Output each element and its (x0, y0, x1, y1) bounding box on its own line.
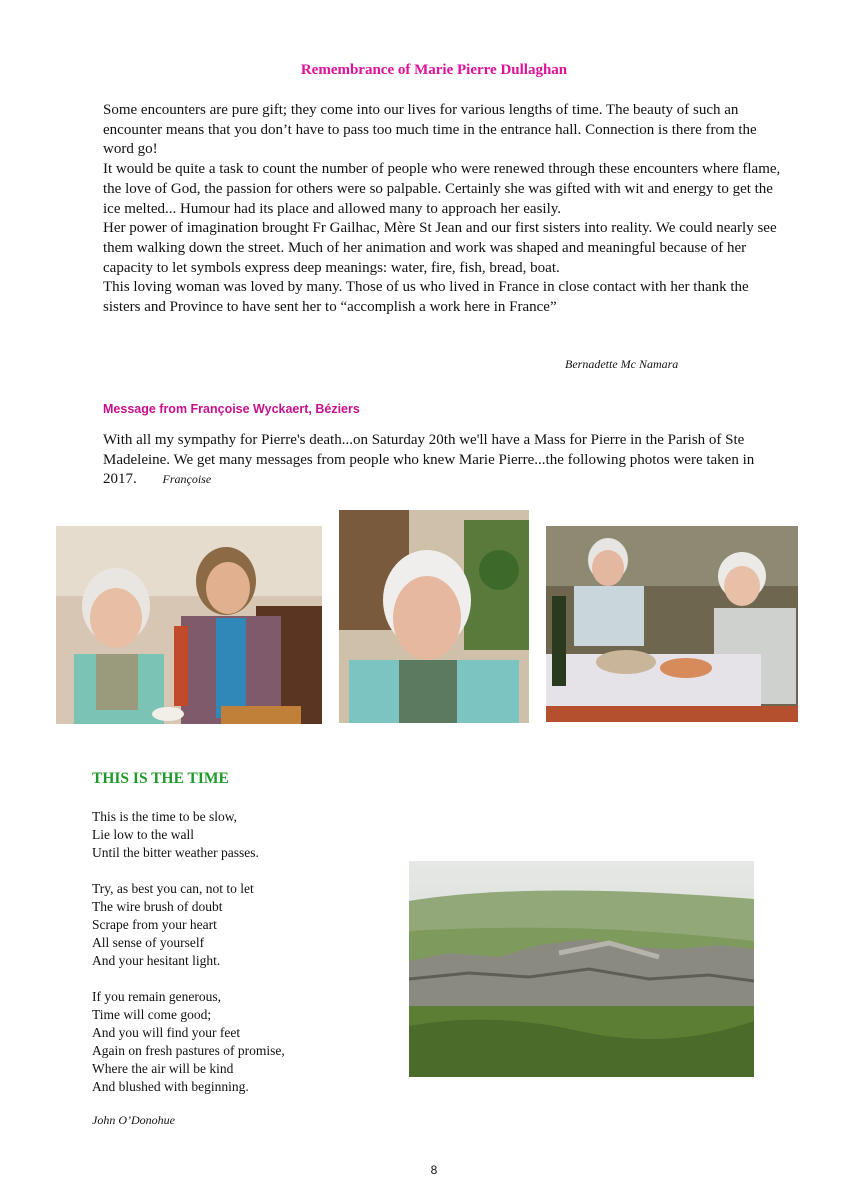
photo-two-women-at-table (546, 526, 798, 722)
poem-line: Time will come good; (92, 1007, 212, 1022)
remembrance-paragraph: It would be quite a task to count the number of people who were renewed through these encounters where flame, the love of God, the passion for others were so palpable. Certainly she was gifted with wit and energy to get the ice melted... Humour had its place and allowed many to approach her easily. (103, 161, 781, 217)
poem-line: Again on fresh pastures of promise, (92, 1043, 285, 1058)
message-text: With all my sympathy for Pierre's death...on Saturday 20th we'll have a Mass for Pierre in the Parish of Ste Madeleine. We get many messages from people who knew Marie Pierre...the following photos were taken in 2017. (103, 432, 755, 488)
poem-line: And you will find your feet (92, 1025, 241, 1040)
message-body (103, 431, 783, 490)
message-title: Message from Françoise Wyckaert, Béziers (103, 402, 360, 416)
page-number: 8 (430, 1163, 438, 1177)
remembrance-title: Remembrance of Marie Pierre Dullaghan (300, 62, 568, 78)
poem-stanza (92, 880, 254, 970)
poem-line: Scrape from your heart (92, 917, 217, 932)
poem-author: John O’Donohue (92, 1113, 175, 1127)
poem-line: If you remain generous, (92, 989, 221, 1004)
poem-stanza (92, 808, 259, 862)
poem-line: Until the bitter weather passes. (92, 845, 259, 860)
poem-line: Where the air will be kind (92, 1061, 234, 1076)
poem-line: Lie low to the wall (92, 827, 194, 842)
poem-title: THIS IS THE TIME (92, 770, 229, 787)
photo-woman-portrait (339, 510, 529, 723)
poem-line: All sense of yourself (92, 935, 205, 950)
poem-line: And your hesitant light. (92, 953, 221, 968)
poem-line: The wire brush of doubt (92, 899, 223, 914)
remembrance-paragraph: Her power of imagination brought Fr Gailhac, Mère St Jean and our first sisters into reality. We could nearly see them walking down the street. Much of her animation and work was shaped and meaningful because of her capacity to let symbols express deep meanings: water, fire, fish, bread, boat. (103, 220, 777, 276)
poem-line: This is the time to be slow, (92, 809, 237, 824)
message-signature: Françoise (162, 472, 212, 487)
remembrance-signature: Bernadette Mc Namara (565, 357, 679, 371)
poem-line: And blushed with beginning. (92, 1079, 249, 1094)
poem-line: Try, as best you can, not to let (92, 881, 254, 896)
remembrance-body (103, 101, 783, 318)
poem-stanza (92, 988, 285, 1096)
photo-two-women-seated (56, 526, 322, 724)
photo-stone-wall-landscape (409, 861, 754, 1077)
remembrance-paragraph: Some encounters are pure gift; they come into our lives for various lengths of time. The beauty of such an encounter means that you don’t have to pass too much time in the entrance hall. Connection is there from the word go! (103, 102, 757, 158)
remembrance-paragraph: This loving woman was loved by many. Those of us who lived in France in close contact with her thank the sisters and Province to have sent her to “accomplish a work here in France” (103, 279, 749, 316)
